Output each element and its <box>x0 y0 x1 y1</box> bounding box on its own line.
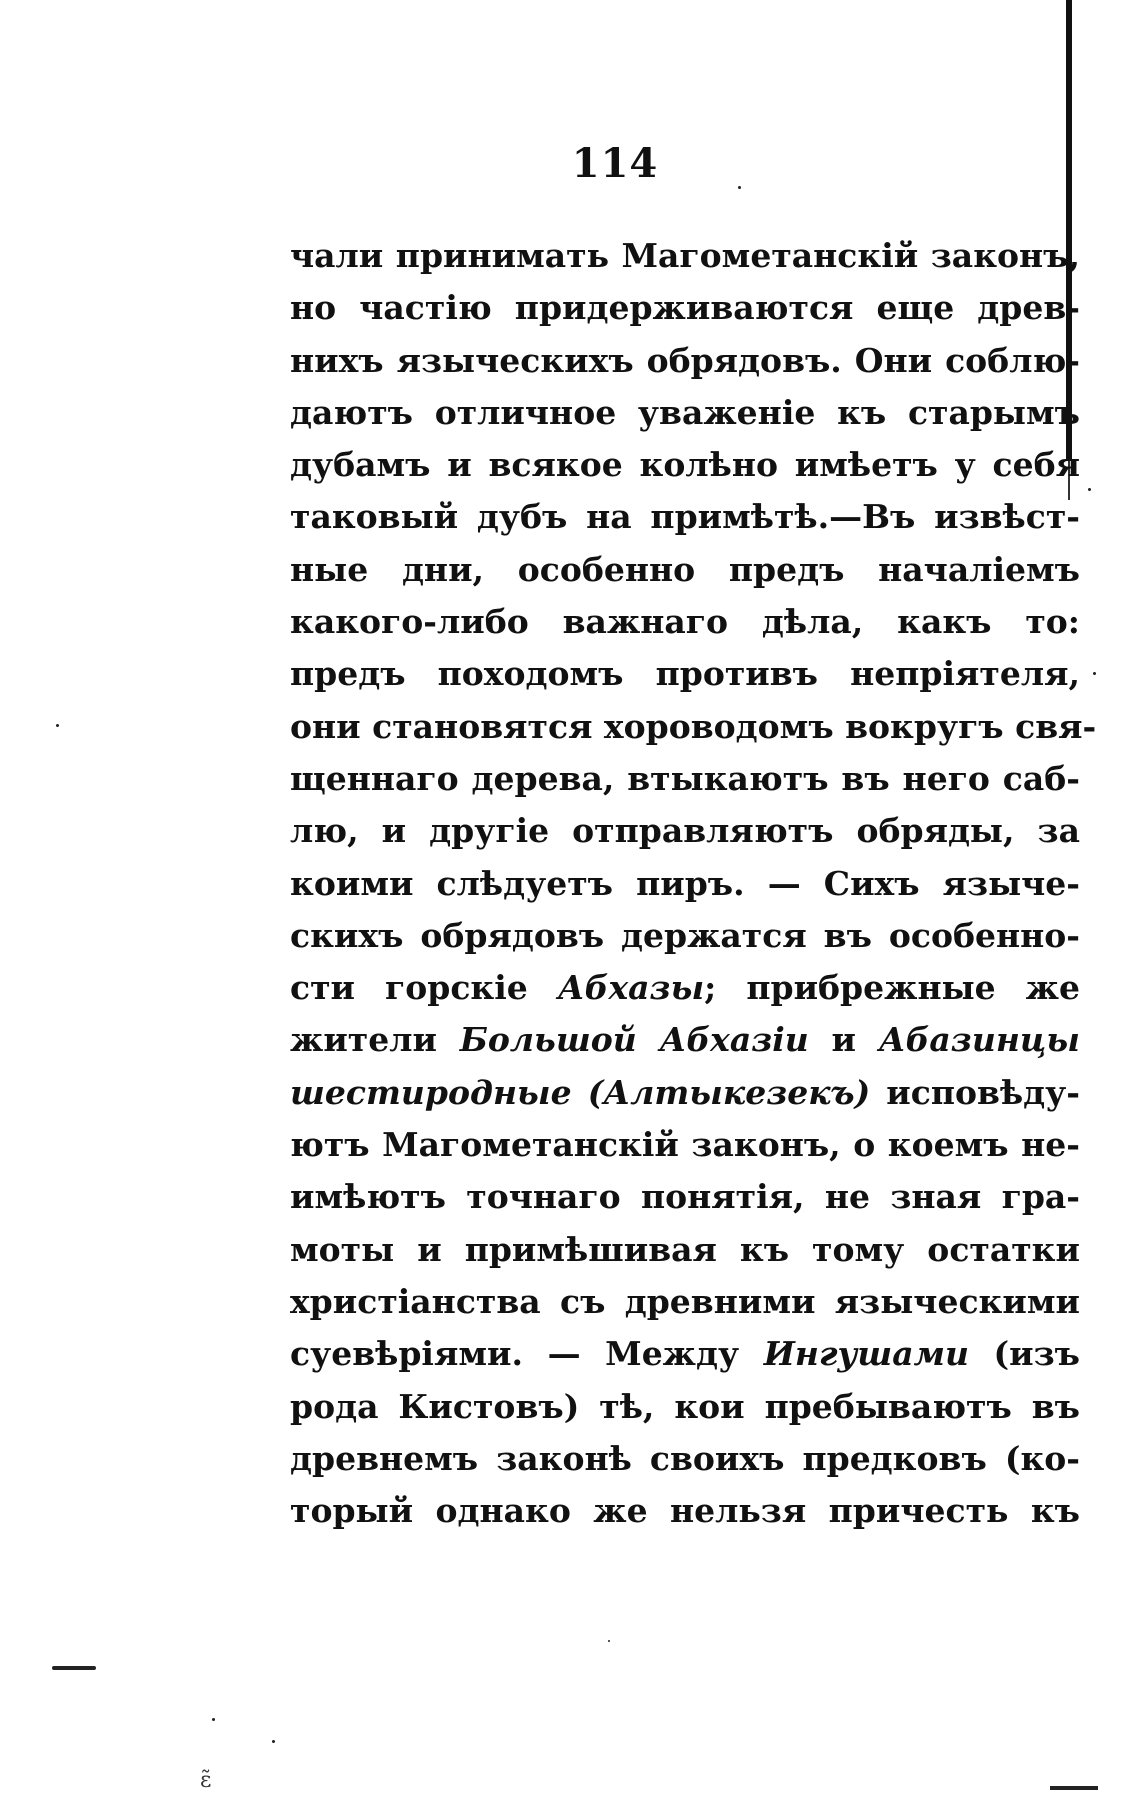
text-line: дубамъ и всякое колѣно имѣетъ у себя <box>290 445 1080 485</box>
text-line: нихъ языческихъ обрядовъ. Они соблю- <box>290 340 1080 380</box>
speck <box>56 724 59 727</box>
bottom-glyph: ɛ̃ <box>200 1768 212 1793</box>
text-line: чали принимать Магометанскій законъ, <box>290 236 1080 275</box>
text-line: какого-либо важнаго дѣла, какъ то: <box>290 602 1080 642</box>
text-line: суевѣріями. — Между Ингушами (изъ <box>290 1334 1080 1374</box>
text-line: жители Большой Абхазіи и Абазинцы <box>290 1020 1080 1060</box>
text-line: христіанства съ древними языческими <box>290 1281 1080 1321</box>
text-line: даютъ отличное уваженіе къ старымъ <box>290 392 1080 432</box>
speck <box>1088 488 1091 491</box>
bottom-edge-mark <box>1050 1786 1098 1790</box>
text-line: имѣютъ точнаго понятія, не зная гра- <box>290 1177 1080 1217</box>
text-line: шестиродные (Алтыкезекъ) исповѣду- <box>290 1072 1080 1112</box>
body-text <box>290 230 1097 1537</box>
margin-mark <box>52 1666 96 1670</box>
text-line: древнемъ законѣ своихъ предковъ (ко- <box>290 1438 1080 1478</box>
speck <box>272 1740 275 1743</box>
text-line: ные дни, особенно предъ началіемъ <box>290 549 1080 589</box>
text-line: они становятся хороводомъ вокругъ свя- <box>290 706 1097 746</box>
text-line: но частію придерживаются еще древ- <box>290 288 1080 328</box>
text-line: моты и примѣшивая къ тому остатки <box>290 1229 1080 1269</box>
text-line: скихъ обрядовъ держатся въ особенно- <box>290 915 1080 955</box>
text-line: сти горскіе Абхазы; прибрежные же <box>290 968 1080 1008</box>
page-number: 114 <box>571 140 659 187</box>
text-line: щеннаго дерева, втыкаютъ въ него саб- <box>290 758 1080 798</box>
text-line: торый однако же нельзя причесть къ <box>290 1491 1080 1531</box>
speck <box>738 186 741 189</box>
text-line: лю, и другіе отправляютъ обряды, за <box>290 811 1080 851</box>
speck <box>608 1640 610 1642</box>
text-line: ютъ Магометанскій законъ, о коемъ не- <box>290 1125 1080 1165</box>
text-line: таковый дубъ на примѣтѣ.—Въ извѣст- <box>290 497 1080 537</box>
text-line: рода Кистовъ) тѣ, кои пребываютъ въ <box>290 1386 1080 1426</box>
text-line: предъ походомъ противъ непріятеля, <box>290 654 1080 694</box>
speck <box>212 1718 215 1721</box>
text-line: коими слѣдуетъ пиръ. — Сихъ языче- <box>290 863 1080 903</box>
speck <box>1093 672 1096 675</box>
